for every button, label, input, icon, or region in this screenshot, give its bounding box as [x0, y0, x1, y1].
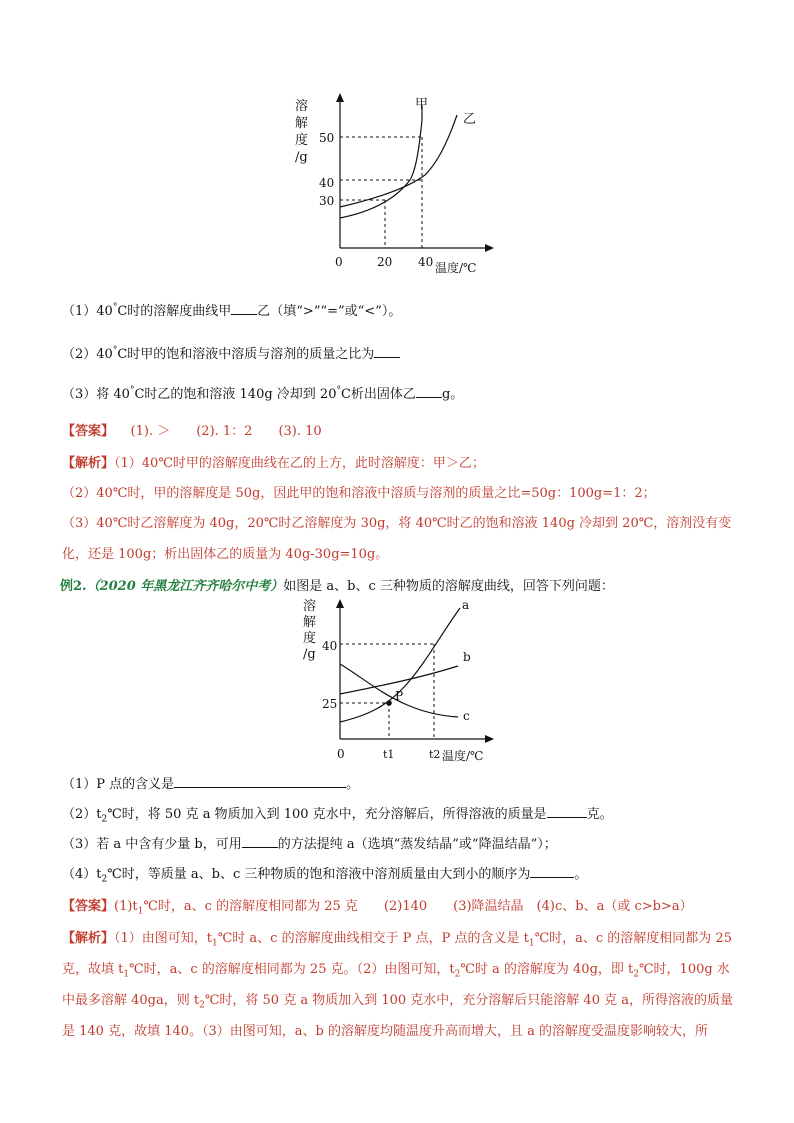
curve-label-b: b — [463, 650, 471, 664]
y-axis-arrow — [336, 93, 344, 102]
y-label-char: /g — [303, 647, 316, 662]
y-axis-arrow — [336, 599, 344, 608]
curve-label-c: c — [463, 709, 470, 723]
curve-a — [340, 608, 460, 722]
q2-line-1: （1）P 点的含义是 。 — [62, 777, 360, 792]
x-tick-t1: t1 — [383, 748, 395, 761]
y-tick-25: 25 — [322, 697, 338, 711]
x-tick-40: 40 — [418, 255, 434, 269]
y-label-char: 解 — [303, 615, 317, 630]
x-tick-t2: t2 — [429, 748, 441, 761]
y-tick-40: 40 — [319, 176, 335, 190]
answer-blank[interactable] — [374, 345, 400, 358]
y-tick-50: 50 — [319, 131, 335, 145]
q2-answer: 【答案】$(1)t_1℃$时，a、c 的溶解度相同都为 25 克 (2)140 (3)降温结晶 (4)c、b、a（或 c>b>a） — [62, 899, 693, 917]
q1-line-3: （3）将 40°C时乙的饱和溶液 140g 冷却到 20°C析出固体乙 g。 — [62, 385, 464, 402]
q2-analysis-4: 是 140 克，故填 140。（3）由图可知，a、b 的溶解度均随温度升高而增大，且 a 的溶解度受温度影响较大，所 — [62, 1024, 709, 1039]
q2-analysis-3: 中最多溶解 40ga，则 $t_2℃$时，将 50 克 a 物质加入到 100 克水中，充分溶解后只能溶解 40 克 a，所得溶液的质量 — [62, 993, 733, 1011]
q1-analysis-4: 化，还是 100g；析出固体乙的质量为 40g-30g=10g。 — [62, 547, 389, 562]
answer-blank[interactable] — [416, 385, 442, 398]
answer-blank[interactable] — [174, 775, 346, 788]
y-tick-30: 30 — [319, 194, 335, 208]
y-label-char: 解 — [295, 116, 309, 131]
y-label-char: 溶 — [303, 599, 317, 614]
q2-line-3: （3）若 a 中含有少量 b，可用 的方法提纯 a（选填“蒸发结晶”或“降温结晶”）； — [62, 837, 557, 852]
solubility-chart-2 — [290, 596, 520, 768]
point-p-label: P — [395, 689, 404, 703]
q1-line-2: （2）40°C时甲的饱和溶液中溶质与溶剂的质量之比为 — [62, 343, 400, 362]
curve-label-yi: 乙 — [463, 112, 477, 127]
answer-blank[interactable] — [530, 865, 574, 878]
x-axis-arrow — [485, 735, 494, 743]
q1-analysis-2: （2）40℃时，甲的溶解度是 50g，因此甲的饱和溶液中溶质与溶剂的质量之比=50g：100g=1：2； — [62, 486, 656, 501]
x-tick-0: 0 — [337, 747, 345, 761]
x-axis-label: 温度/℃ — [442, 749, 484, 763]
curve-label-a: a — [462, 598, 470, 612]
curve-jia — [340, 105, 422, 218]
q2-analysis-1: 【解析】（1）由图可知，$t_1℃$时 a、c 的溶解度曲线相交于 P 点，P 点的含义是 $t_1℃$时，a、c 的溶解度相同都为 25 — [62, 931, 732, 949]
y-tick-40: 40 — [322, 639, 338, 653]
q1-analysis-1: 【解析】（1）40℃时甲的溶解度曲线在乙的上方，此时溶解度：甲＞乙； — [62, 456, 485, 471]
q1-answer: 【答案】 (1). ＞ (2). 1：2 (3). 10 — [62, 424, 322, 439]
answer-blank[interactable] — [231, 302, 257, 315]
curve-yi — [340, 115, 457, 207]
q2-line-4: $(4)t_2℃$时，等质量 a、b、c 三种物质的饱和溶液中溶剂质量由大到小的顺序为 。 — [62, 867, 588, 885]
q2-line-2: $(2)t_2℃$时，将 50 克 a 物质加入到 100 克水中，充分溶解后，所得溶液的质量是 克。 — [62, 807, 613, 825]
q1-analysis-3: （3）40℃时乙溶解度为 40g，20℃时乙溶解度为 30g，将 40℃时乙的饱和溶液 140g 冷却到 20℃，溶剂没有变 — [62, 516, 732, 531]
x-axis-arrow — [485, 244, 494, 252]
x-axis-label: 温度/℃ — [435, 261, 477, 275]
solubility-chart-1 — [285, 90, 515, 280]
point-p — [386, 700, 392, 706]
answer-blank[interactable] — [242, 835, 278, 848]
curve-label-jia: 甲 — [415, 97, 429, 112]
example-2-header: 例2.（2020 年黑龙江齐齐哈尔中考）如图是 a、b、c 三种物质的溶解度曲线，回答下列问题： — [60, 579, 614, 594]
x-tick-0: 0 — [335, 255, 343, 269]
y-label-char: /g — [295, 150, 308, 165]
y-label-char: 度 — [303, 631, 317, 646]
answer-blank[interactable] — [547, 805, 587, 818]
x-tick-20: 20 — [377, 255, 393, 269]
q2-analysis-2: 克，故填 $t_1℃$时，a、c 的溶解度相同都为 25 克。（2）由图可知，$t_2℃$时 a 的溶解度为 40g，即 $t_2℃$时，100g 水 — [62, 962, 730, 980]
y-label-char: 溶 — [295, 99, 309, 114]
y-label-char: 度 — [295, 133, 309, 148]
q1-line-1: （1）40°C时的溶解度曲线甲 乙（填“>”“=”或“<”）。 — [62, 302, 402, 319]
